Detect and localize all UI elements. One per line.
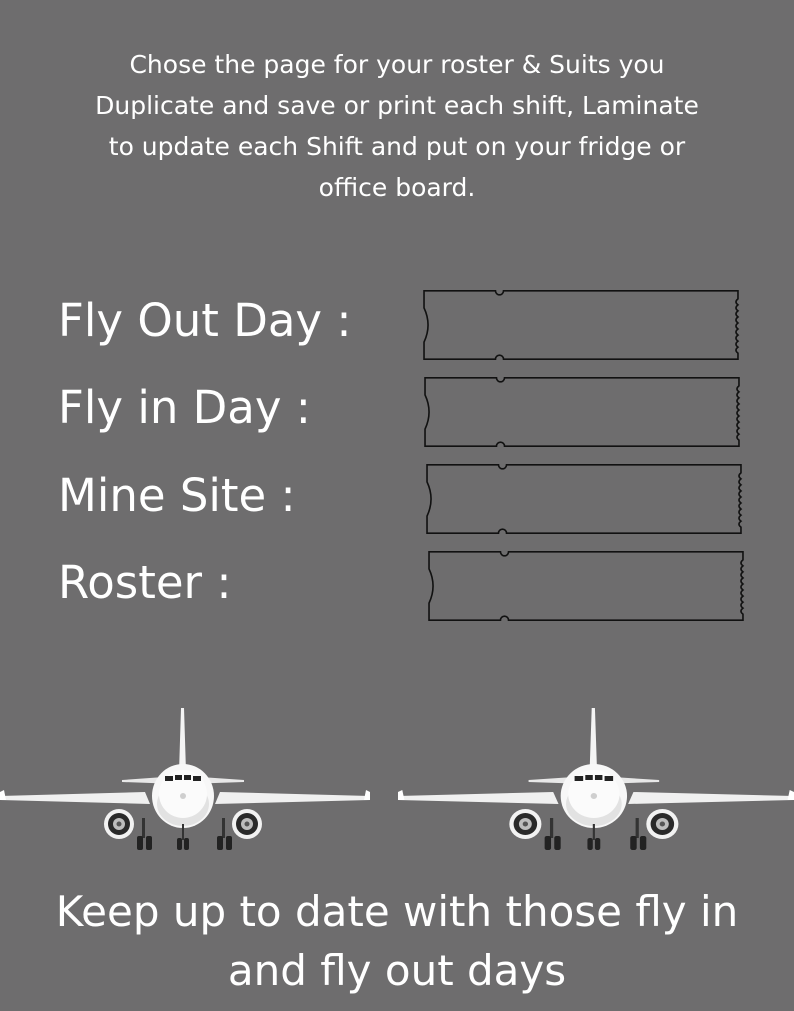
footer-line: and fly out days <box>227 946 567 995</box>
instructions-line: Duplicate and save or print each shift, Laminate <box>95 91 699 120</box>
roster-field[interactable] <box>425 548 747 624</box>
instructions-text <box>20 44 774 208</box>
airplane-front-icon <box>398 700 794 860</box>
footer-line: Keep up to date with those fly in <box>55 887 739 936</box>
instructions-line: to update each Shift and put on your fridge or <box>108 132 686 161</box>
mine-site-field[interactable] <box>423 461 745 537</box>
roster-label: Roster : <box>58 556 232 609</box>
fly-in-day-field[interactable] <box>421 374 743 450</box>
fly-out-day-label: Fly Out Day : <box>58 294 352 347</box>
airplane-front-icon <box>0 700 370 860</box>
fly-in-day-label: Fly in Day : <box>58 381 311 434</box>
instructions-line: Chose the page for your roster & Suits you <box>129 50 665 79</box>
footer-text <box>0 882 794 1000</box>
mine-site-label: Mine Site : <box>58 469 296 522</box>
fly-out-day-field[interactable] <box>420 287 742 363</box>
instructions-line: office board. <box>318 173 476 202</box>
